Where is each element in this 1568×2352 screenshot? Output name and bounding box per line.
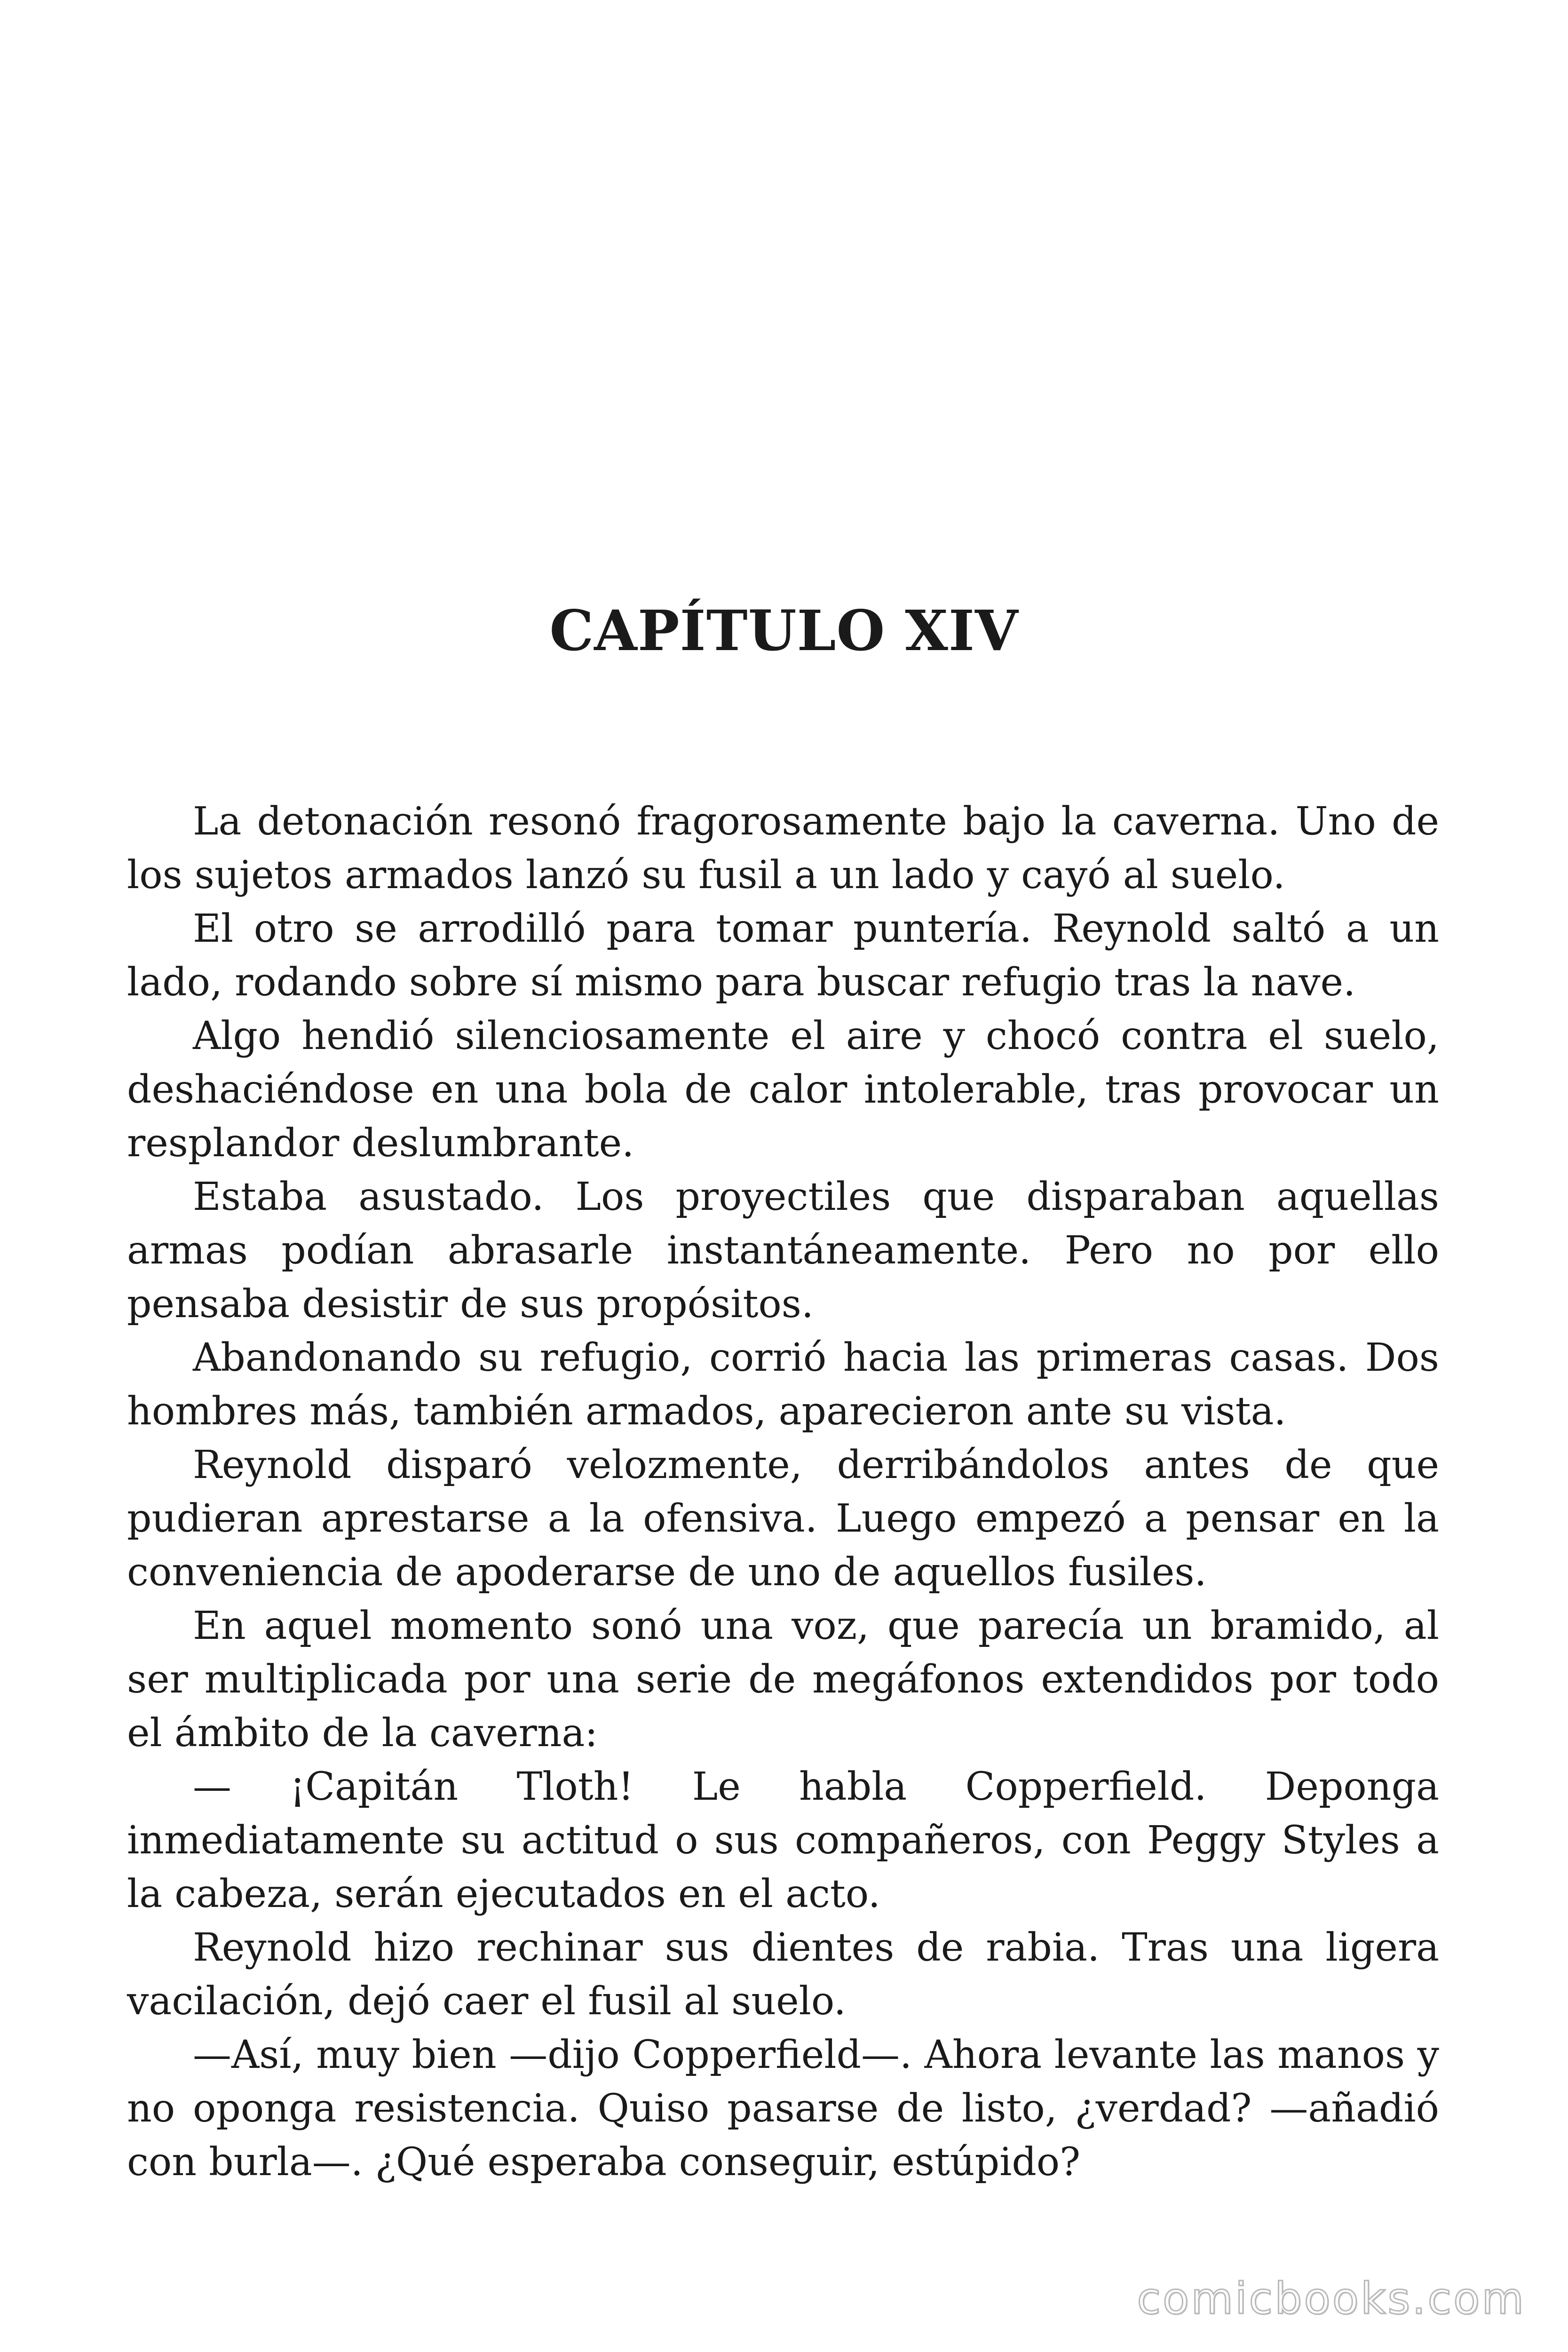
paragraph: Reynold hizo rechinar sus dientes de rabia. Tras una ligera vacilación, dejó caer el fusil al suelo. (127, 1925, 1439, 2024)
paragraph: —Así, muy bien —dijo Copperfield—. Ahora levante las manos y no oponga resistencia. Quiso pasarse de listo, ¿verdad? —añadió con burla—. ¿Qué esperaba conseguir, estúpido? (127, 2033, 1439, 2185)
paragraph: Algo hendió silenciosamente el aire y chocó contra el suelo, deshaciéndose en una bola de calor intolerable, tras provocar un resplandor deslumbrante. (127, 1014, 1439, 1166)
site-watermark: comicbooks.com (1137, 2273, 1526, 2324)
chapter-body (127, 795, 1439, 2189)
paragraph: Reynold disparó velozmente, derribándolos antes de que pudieran aprestarse a la ofensiva. Luego empezó a pensar en la conveniencia de apoderarse de uno de aquellos fusiles. (127, 1443, 1439, 1595)
paragraph: El otro se arrodilló para tomar puntería. Reynold saltó a un lado, rodando sobre sí mismo para buscar refugio tras la nave. (127, 906, 1439, 1005)
paragraph: — ¡Capitán Tloth! Le habla Copperfield. Deponga inmediatamente su actitud o sus compañeros, con Peggy Styles a la cabeza, serán ejecutados en el acto. (127, 1764, 1439, 1916)
paragraph: En aquel momento sonó una voz, que parecía un bramido, al ser multiplicada por una serie de megáfonos extendidos por todo el ámbito de la caverna: (127, 1604, 1439, 1756)
chapter-title: CAPÍTULO XIV (549, 598, 1019, 663)
paragraph: Estaba asustado. Los proyectiles que disparaban aquellas armas podían abrasarle instantáneamente. Pero no por ello pensaba desistir de sus propósitos. (127, 1175, 1439, 1327)
paragraph: La detonación resonó fragorosamente bajo la caverna. Uno de los sujetos armados lanzó su fusil a un lado y cayó al suelo. (127, 799, 1439, 898)
paragraph: Abandonando su refugio, corrió hacia las primeras casas. Dos hombres más, también armados, aparecieron ante su vista. (127, 1335, 1439, 1434)
